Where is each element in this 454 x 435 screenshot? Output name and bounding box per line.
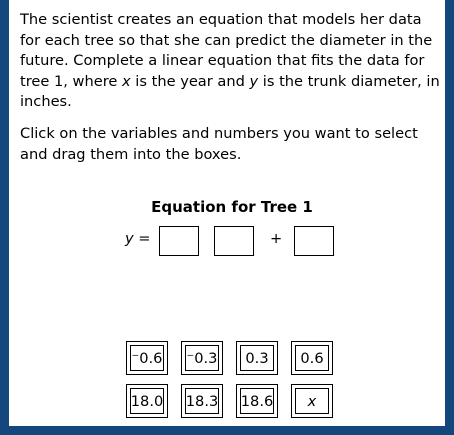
question-paragraph-2: Click on the variables and numbers you want to select and drag them into the boxes. <box>20 125 418 163</box>
tile-label: ⁻0.3 <box>185 345 219 371</box>
tile-18-0[interactable] <box>126 384 168 418</box>
question-panel <box>9 0 445 426</box>
tile-18-6[interactable] <box>236 384 278 418</box>
tile-label: 0.3 <box>240 345 274 371</box>
equals-sign: = <box>138 230 151 247</box>
tile-label: ⁻0.6 <box>130 345 164 371</box>
equation-lhs <box>125 230 151 247</box>
equation-title: Equation for Tree 1 <box>151 198 313 216</box>
tile-label: 0.6 <box>295 345 329 371</box>
tile-label: 18.6 <box>240 388 274 414</box>
drop-box-3[interactable] <box>294 226 334 256</box>
tile-neg-0-3[interactable] <box>181 341 223 375</box>
question-paragraph-1: The scientist creates an equation that models her data for each tree so that she can predict the diameter in the future. Complete a linear equation that fits the data for tree 1, where x is the year and y is the trunk diameter, in inches. <box>20 11 440 110</box>
drop-box-2[interactable] <box>214 226 254 256</box>
tile-label: 18.0 <box>130 388 164 414</box>
tile-label: 18.3 <box>185 388 219 414</box>
tile-variable-x[interactable] <box>291 384 333 418</box>
tile-18-3[interactable] <box>181 384 223 418</box>
plus-sign: + <box>270 230 283 247</box>
tile-label: x <box>295 388 329 414</box>
tile-0-6[interactable] <box>291 341 333 375</box>
tile-neg-0-6[interactable] <box>126 341 168 375</box>
tile-0-3[interactable] <box>236 341 278 375</box>
drop-box-1[interactable] <box>159 226 199 256</box>
equation-variable: y <box>125 230 134 247</box>
